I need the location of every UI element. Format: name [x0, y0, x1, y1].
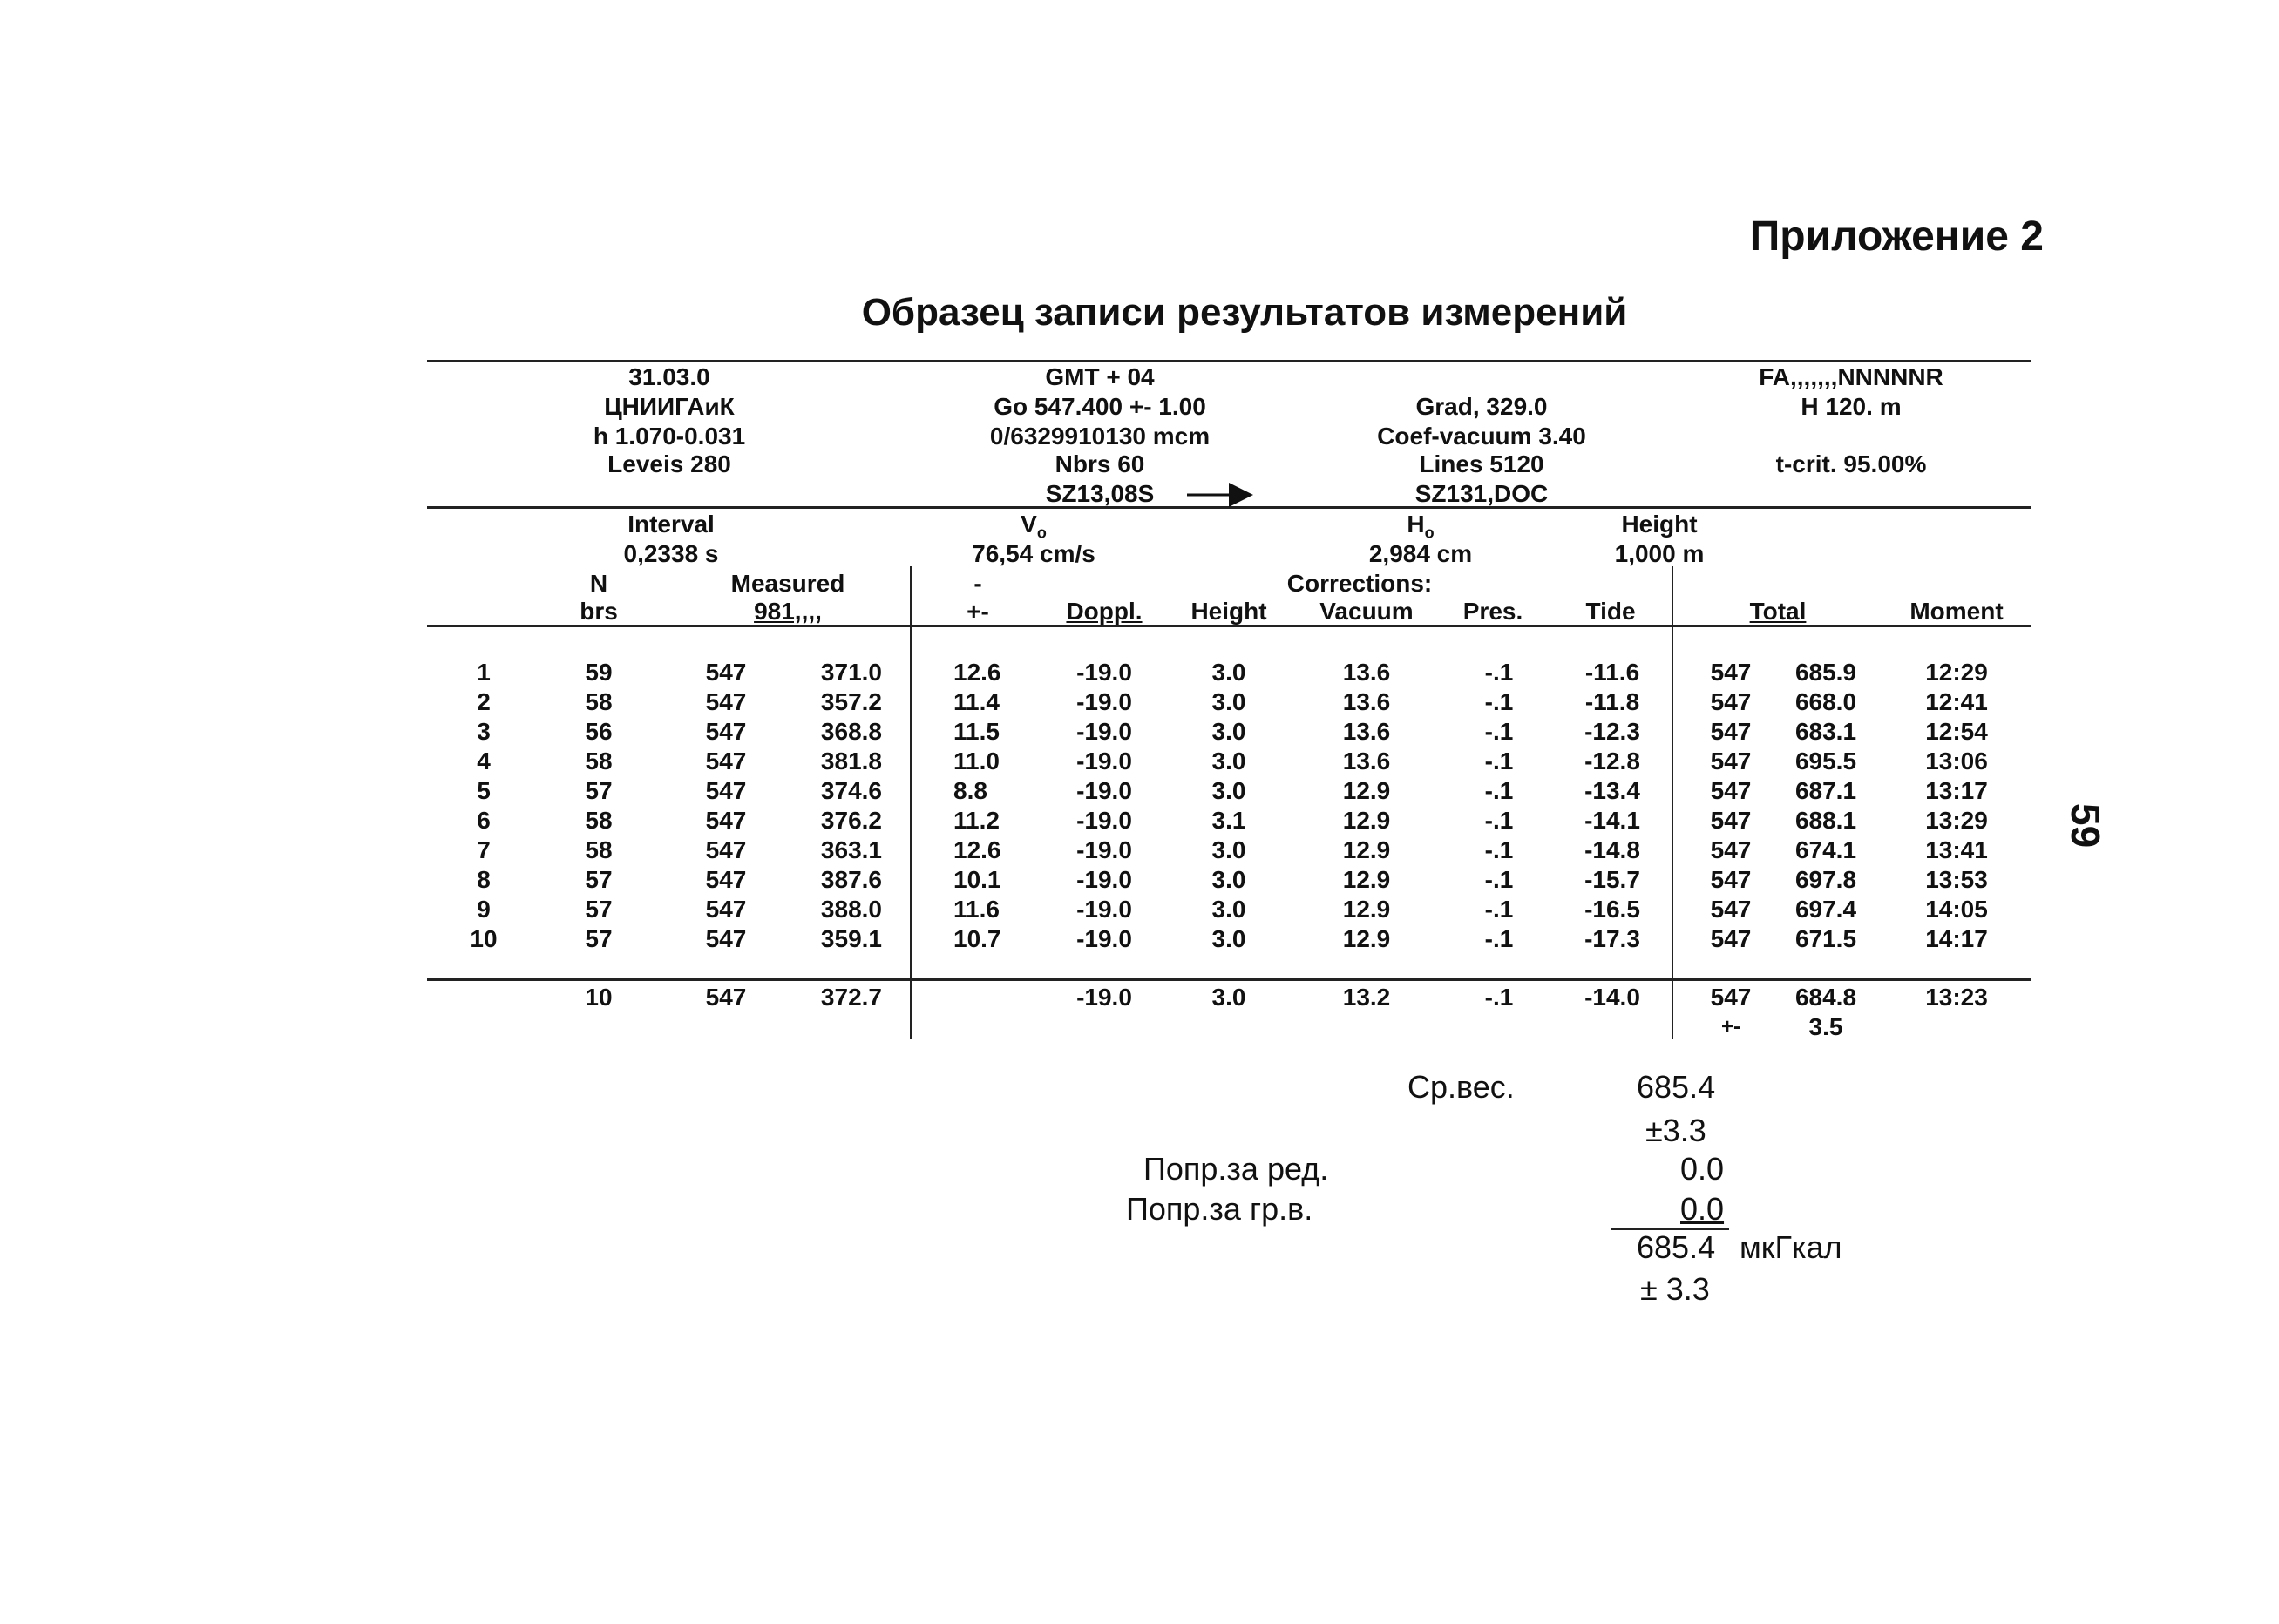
row-total-frac: 683.1: [1794, 718, 1857, 745]
mean-t2: 684.8: [1794, 984, 1857, 1011]
mean-tide: -14.0: [1584, 984, 1640, 1011]
row-total-frac: 688.1: [1794, 807, 1857, 834]
row-moment: 13:29: [1925, 807, 1988, 834]
row-tide: -14.8: [1584, 836, 1640, 863]
row-height: 3.0: [1211, 718, 1246, 745]
table-row: [0, 865, 2279, 895]
row-brs: 58: [585, 748, 613, 775]
row-height: 3.0: [1211, 777, 1246, 804]
table-row: [0, 806, 2279, 836]
row-index: 1: [477, 659, 491, 686]
row-pres: -.1: [1484, 896, 1514, 923]
header-sz-file: SZ13,08S: [1045, 480, 1155, 507]
row-measured-main: 547: [705, 866, 747, 893]
row-height: 3.0: [1211, 659, 1246, 686]
header-levels: Leveis 280: [607, 450, 731, 477]
row-measured-main: 547: [705, 777, 747, 804]
h0-symbol: H: [1407, 511, 1425, 538]
mean-height: 3.0: [1211, 984, 1246, 1011]
table-row: [0, 776, 2279, 806]
row-total-frac: 674.1: [1794, 836, 1857, 863]
row-vacuum: 12.9: [1342, 807, 1391, 834]
row-measured-frac: 381.8: [820, 748, 882, 775]
row-total-main: 547: [1710, 748, 1752, 775]
row-plusminus: 12.6: [953, 836, 1001, 863]
row-index: 7: [477, 836, 491, 863]
row-vacuum: 12.9: [1342, 777, 1391, 804]
table-row: [0, 717, 2279, 747]
row-total-frac: 687.1: [1794, 777, 1857, 804]
mean-brs: 10: [585, 984, 613, 1011]
row-tide: -16.5: [1584, 896, 1640, 923]
row-pres: -.1: [1484, 718, 1514, 745]
row-height: 3.0: [1211, 896, 1246, 923]
interval-label: Interval: [627, 511, 715, 538]
table-row: [0, 924, 2279, 954]
row-measured-main: 547: [705, 688, 747, 715]
row-plusminus: 12.6: [953, 659, 1001, 686]
col-total: Total: [1749, 598, 1807, 625]
row-moment: 12:41: [1925, 688, 1988, 715]
col-measured-unit: 981,,,,: [754, 598, 822, 625]
row-index: 9: [477, 896, 491, 923]
header-date: 31.03.0: [628, 363, 710, 390]
row-doppl: -19.0: [1076, 718, 1132, 745]
row-measured-main: 547: [705, 925, 747, 952]
row-doppl: -19.0: [1076, 777, 1132, 804]
row-total-main: 547: [1710, 836, 1752, 863]
row-tide: -13.4: [1584, 777, 1640, 804]
row-total-main: 547: [1710, 688, 1752, 715]
mean-m2: 372.7: [820, 984, 882, 1011]
row-brs: 57: [585, 866, 613, 893]
row-index: 3: [477, 718, 491, 745]
row-moment: 13:06: [1925, 748, 1988, 775]
row-total-main: 547: [1710, 807, 1752, 834]
row-plusminus: 10.7: [953, 925, 1001, 952]
row-moment: 14:05: [1925, 896, 1988, 923]
row-pres: -.1: [1484, 777, 1514, 804]
appendix-title: Приложение 2: [1749, 213, 2044, 260]
summary-gr-value: 0.0: [1680, 1191, 1725, 1227]
row-vacuum: 12.9: [1342, 896, 1391, 923]
row-measured-frac: 376.2: [820, 807, 882, 834]
col-doppl: Doppl.: [1066, 598, 1143, 625]
header-gmt: GMT + 04: [1045, 363, 1155, 390]
summary-mean-error: ±3.3: [1645, 1113, 1706, 1148]
header-lines: Lines 5120: [1419, 450, 1544, 477]
row-measured-frac: 359.1: [820, 925, 882, 952]
summary-final-unit: мкГкал: [1740, 1229, 1842, 1265]
mean-moment: 13:23: [1925, 984, 1988, 1011]
row-brs: 57: [585, 925, 613, 952]
row-vacuum: 13.6: [1342, 688, 1391, 715]
table-row: [0, 836, 2279, 865]
row-plusminus: 11.4: [953, 688, 1000, 715]
height-param-label: Height: [1621, 511, 1698, 538]
col-brs: brs: [580, 598, 618, 625]
mean-doppl: -19.0: [1076, 984, 1132, 1011]
row-tide: -12.3: [1584, 718, 1640, 745]
header-mcm: 0/6329910130 mcm: [989, 423, 1211, 450]
header-go: Go 547.400 +- 1.00: [994, 393, 1206, 420]
row-moment: 13:17: [1925, 777, 1988, 804]
table-row: [0, 658, 2279, 687]
row-measured-main: 547: [705, 896, 747, 923]
row-doppl: -19.0: [1076, 866, 1132, 893]
row-doppl: -19.0: [1076, 688, 1132, 715]
row-doppl: -19.0: [1076, 659, 1132, 686]
row-measured-frac: 368.8: [820, 718, 882, 745]
row-vacuum: 13.6: [1342, 718, 1391, 745]
row-measured-frac: 387.6: [820, 866, 882, 893]
table-row: [0, 895, 2279, 924]
row-brs: 59: [585, 659, 613, 686]
row-doppl: -19.0: [1076, 807, 1132, 834]
row-total-frac: 671.5: [1794, 925, 1857, 952]
row-total-frac: 695.5: [1794, 748, 1857, 775]
col-height: Height: [1190, 598, 1267, 625]
row-pres: -.1: [1484, 688, 1514, 715]
summary-red-label: Попр.за ред.: [1143, 1151, 1329, 1187]
row-doppl: -19.0: [1076, 748, 1132, 775]
table-row: [0, 747, 2279, 776]
row-vacuum: 12.9: [1342, 836, 1391, 863]
row-index: 6: [477, 807, 491, 834]
row-tide: -11.6: [1584, 659, 1640, 686]
row-vacuum: 12.9: [1342, 866, 1391, 893]
row-pres: -.1: [1484, 659, 1514, 686]
header-nbrs: Nbrs 60: [1055, 450, 1145, 477]
row-measured-main: 547: [705, 748, 747, 775]
row-moment: 13:53: [1925, 866, 1988, 893]
row-plusminus: 8.8: [953, 777, 987, 804]
mean-m1: 547: [705, 984, 747, 1011]
v0-symbol: V: [1021, 511, 1037, 538]
col-vacuum: Vacuum: [1319, 598, 1414, 625]
header-height-m: H 120. m: [1801, 393, 1902, 420]
header-doc-file: SZ131,DOC: [1414, 480, 1549, 507]
col-tide: Tide: [1585, 598, 1636, 625]
col-plusminus: +-: [967, 598, 989, 625]
row-total-main: 547: [1710, 718, 1752, 745]
row-brs: 56: [585, 718, 613, 745]
summary-mean-value: 685.4: [1637, 1069, 1716, 1105]
mean-vacuum: 13.2: [1342, 984, 1391, 1011]
row-brs: 58: [585, 807, 613, 834]
table-row: [0, 687, 2279, 717]
row-pres: -.1: [1484, 807, 1514, 834]
row-brs: 57: [585, 896, 613, 923]
row-moment: 14:17: [1925, 925, 1988, 952]
row-height: 3.0: [1211, 925, 1246, 952]
row-pres: -.1: [1484, 836, 1514, 863]
header-coef-vacuum: Coef-vacuum 3.40: [1377, 423, 1586, 450]
col-moment: Moment: [1909, 598, 2004, 625]
row-index: 2: [477, 688, 491, 715]
header-h: h 1.070-0.031: [593, 423, 746, 450]
header-t-crit: t-crit. 95.00%: [1775, 450, 1927, 477]
row-total-frac: 685.9: [1794, 659, 1857, 686]
row-measured-frac: 363.1: [820, 836, 882, 863]
row-index: 4: [477, 748, 491, 775]
row-total-main: 547: [1710, 659, 1752, 686]
row-vacuum: 13.6: [1342, 659, 1391, 686]
row-tide: -15.7: [1584, 866, 1640, 893]
row-doppl: -19.0: [1076, 836, 1132, 863]
row-measured-main: 547: [705, 807, 747, 834]
row-height: 3.0: [1211, 866, 1246, 893]
row-tide: -14.1: [1584, 807, 1640, 834]
col-measured: Measured: [730, 570, 845, 597]
summary-final-error: ± 3.3: [1640, 1271, 1710, 1307]
row-height: 3.1: [1211, 807, 1246, 834]
row-measured-frac: 374.6: [820, 777, 882, 804]
rule-mean-top: [427, 978, 2031, 981]
row-tide: -12.8: [1584, 748, 1640, 775]
row-doppl: -19.0: [1076, 896, 1132, 923]
row-doppl: -19.0: [1076, 925, 1132, 952]
row-measured-main: 547: [705, 836, 747, 863]
row-moment: 12:54: [1925, 718, 1988, 745]
row-vacuum: 13.6: [1342, 748, 1391, 775]
row-index: 10: [470, 925, 498, 952]
row-height: 3.0: [1211, 748, 1246, 775]
col-corrections: Corrections:: [1286, 570, 1433, 597]
summary-gr-label: Попр.за гр.в.: [1126, 1191, 1313, 1227]
row-plusminus: 11.2: [953, 807, 1000, 834]
summary-mean-label: Ср.вес.: [1407, 1069, 1515, 1105]
height-param-value: 1,000 m: [1614, 540, 1705, 567]
mean-pres: -.1: [1484, 984, 1514, 1011]
row-measured-frac: 371.0: [820, 659, 882, 686]
mean-pm-value: 3.5: [1808, 1013, 1843, 1040]
col-n: N: [589, 570, 608, 597]
h0-subscript: o: [1424, 524, 1435, 542]
row-measured-frac: 357.2: [820, 688, 882, 715]
row-measured-frac: 388.0: [820, 896, 882, 923]
h0-value: 2,984 cm: [1368, 540, 1473, 567]
mean-t1: 547: [1710, 984, 1752, 1011]
row-brs: 58: [585, 688, 613, 715]
row-index: 5: [477, 777, 491, 804]
row-pres: -.1: [1484, 866, 1514, 893]
row-pres: -.1: [1484, 748, 1514, 775]
row-tide: -17.3: [1584, 925, 1640, 952]
summary-red-value: 0.0: [1680, 1151, 1725, 1187]
row-plusminus: 11.0: [953, 748, 1000, 775]
header-fa: FA,,,,,,,NNNNNR: [1759, 363, 1943, 390]
header-grad: Grad, 329.0: [1415, 393, 1548, 420]
row-tide: -11.8: [1584, 688, 1640, 715]
row-measured-main: 547: [705, 718, 747, 745]
row-plusminus: 10.1: [953, 866, 1001, 893]
row-total-main: 547: [1710, 866, 1752, 893]
summary-final-value: 685.4: [1637, 1229, 1716, 1265]
mean-pm-label: +-: [1720, 1015, 1741, 1039]
col-pres: Pres.: [1462, 598, 1523, 625]
page-number: 59: [2063, 803, 2108, 849]
right-arrow-icon: [1185, 479, 1255, 513]
row-total-frac: 697.8: [1794, 866, 1857, 893]
document-title: Образец записи результатов измерений: [861, 291, 1628, 334]
row-total-main: 547: [1710, 777, 1752, 804]
row-total-main: 547: [1710, 925, 1752, 952]
row-total-frac: 668.0: [1794, 688, 1857, 715]
interval-value: 0,2338 s: [623, 540, 719, 567]
row-height: 3.0: [1211, 688, 1246, 715]
row-moment: 13:41: [1925, 836, 1988, 863]
row-plusminus: 11.5: [953, 718, 1000, 745]
v0-subscript: o: [1036, 524, 1047, 542]
row-measured-main: 547: [705, 659, 747, 686]
row-plusminus: 11.6: [953, 896, 1000, 923]
row-index: 8: [477, 866, 491, 893]
row-vacuum: 12.9: [1342, 925, 1391, 952]
row-brs: 57: [585, 777, 613, 804]
row-total-frac: 697.4: [1794, 896, 1857, 923]
mean-row: [0, 983, 2279, 1012]
v0-value: 76,54 cm/s: [972, 540, 1095, 567]
row-moment: 12:29: [1925, 659, 1988, 686]
row-brs: 58: [585, 836, 613, 863]
header-institute: ЦНИИГАиК: [604, 393, 735, 420]
row-total-main: 547: [1710, 896, 1752, 923]
col-dash: -: [973, 570, 982, 597]
row-pres: -.1: [1484, 925, 1514, 952]
row-height: 3.0: [1211, 836, 1246, 863]
